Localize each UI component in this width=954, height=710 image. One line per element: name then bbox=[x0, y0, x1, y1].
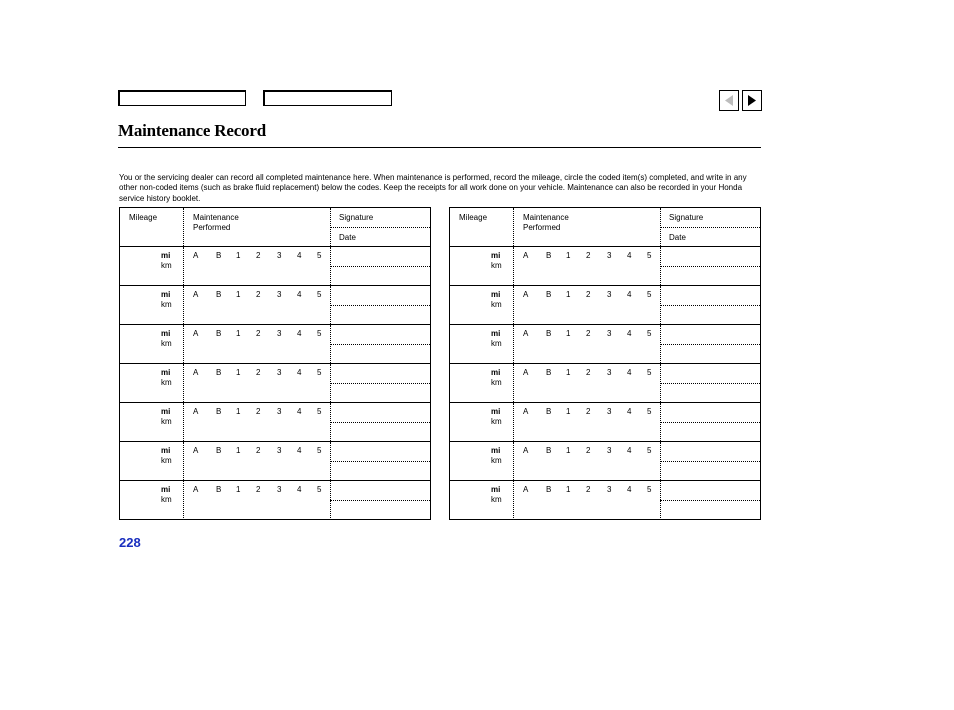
mileage-header: Mileage bbox=[459, 213, 488, 222]
record-row bbox=[450, 325, 760, 364]
date-field[interactable] bbox=[661, 384, 760, 402]
maintenance-code-2[interactable]: 2 bbox=[586, 290, 591, 299]
unit-km-label: km bbox=[491, 417, 502, 426]
maintenance-code-a[interactable]: A bbox=[193, 446, 199, 455]
mileage-entry-field[interactable] bbox=[120, 247, 183, 285]
maintenance-performed-header: Maintenance Performed bbox=[523, 213, 569, 232]
date-field[interactable] bbox=[661, 423, 760, 441]
date-field[interactable] bbox=[331, 306, 430, 324]
maintenance-code-4[interactable]: 4 bbox=[627, 407, 632, 416]
mileage-entry-field[interactable] bbox=[120, 325, 183, 363]
maintenance-code-3[interactable]: 3 bbox=[607, 290, 612, 299]
mileage-entry-field[interactable] bbox=[450, 364, 513, 402]
maintenance-code-a[interactable]: A bbox=[523, 290, 529, 299]
maintenance-code-5[interactable]: 5 bbox=[317, 251, 322, 260]
record-row bbox=[120, 247, 430, 286]
unit-mi-label: mi bbox=[161, 368, 171, 377]
maintenance-code-b[interactable]: B bbox=[216, 407, 222, 416]
maintenance-code-3[interactable]: 3 bbox=[607, 368, 612, 377]
maintenance-code-3[interactable]: 3 bbox=[607, 485, 612, 494]
maintenance-code-3[interactable]: 3 bbox=[607, 446, 612, 455]
signature-field[interactable] bbox=[661, 364, 760, 383]
maintenance-code-a[interactable]: A bbox=[523, 368, 529, 377]
unit-km-label: km bbox=[161, 495, 172, 504]
maintenance-code-2[interactable]: 2 bbox=[586, 368, 591, 377]
column-divider bbox=[183, 286, 184, 324]
maintenance-code-5[interactable]: 5 bbox=[317, 485, 322, 494]
maintenance-code-a[interactable]: A bbox=[193, 290, 199, 299]
maintenance-code-1[interactable]: 1 bbox=[236, 407, 241, 416]
maintenance-code-b[interactable]: B bbox=[546, 407, 552, 416]
maintenance-code-b[interactable]: B bbox=[546, 329, 552, 338]
maintenance-code-a[interactable]: A bbox=[523, 407, 529, 416]
signature-date-divider bbox=[330, 227, 430, 228]
maintenance-code-3[interactable]: 3 bbox=[277, 251, 282, 260]
maintenance-code-1[interactable]: 1 bbox=[566, 368, 571, 377]
maintenance-code-2[interactable]: 2 bbox=[256, 329, 261, 338]
unit-mi-label: mi bbox=[161, 407, 171, 416]
maintenance-code-b[interactable]: B bbox=[546, 368, 552, 377]
maintenance-code-2[interactable]: 2 bbox=[256, 290, 261, 299]
maintenance-code-1[interactable]: 1 bbox=[566, 329, 571, 338]
date-field[interactable] bbox=[331, 267, 430, 285]
next-page-button[interactable] bbox=[742, 90, 762, 111]
signature-field[interactable] bbox=[331, 325, 430, 344]
column-divider bbox=[183, 325, 184, 363]
maintenance-code-b[interactable]: B bbox=[216, 329, 222, 338]
maintenance-code-a[interactable]: A bbox=[523, 329, 529, 338]
maintenance-code-3[interactable]: 3 bbox=[277, 407, 282, 416]
column-divider bbox=[513, 286, 514, 324]
date-field[interactable] bbox=[331, 501, 430, 519]
maintenance-code-b[interactable]: B bbox=[216, 446, 222, 455]
nav-tab-1[interactable] bbox=[118, 90, 246, 106]
record-row bbox=[450, 364, 760, 403]
unit-km-label: km bbox=[161, 417, 172, 426]
mileage-entry-field[interactable] bbox=[450, 481, 513, 520]
column-divider bbox=[183, 481, 184, 520]
mileage-entry-field[interactable] bbox=[450, 403, 513, 441]
mileage-entry-field[interactable] bbox=[120, 364, 183, 402]
maintenance-code-1[interactable]: 1 bbox=[236, 446, 241, 455]
signature-field[interactable] bbox=[661, 325, 760, 344]
maintenance-code-5[interactable]: 5 bbox=[317, 407, 322, 416]
signature-field[interactable] bbox=[661, 247, 760, 266]
maintenance-code-3[interactable]: 3 bbox=[277, 485, 282, 494]
maintenance-code-3[interactable]: 3 bbox=[277, 446, 282, 455]
record-row bbox=[120, 442, 430, 481]
maintenance-code-5[interactable]: 5 bbox=[317, 290, 322, 299]
triangle-right-icon bbox=[747, 95, 757, 106]
unit-km-label: km bbox=[491, 339, 502, 348]
maintenance-code-4[interactable]: 4 bbox=[627, 251, 632, 260]
mileage-entry-field[interactable] bbox=[450, 325, 513, 363]
maintenance-code-b[interactable]: B bbox=[546, 446, 552, 455]
maintenance-code-4[interactable]: 4 bbox=[627, 290, 632, 299]
maintenance-code-4[interactable]: 4 bbox=[627, 485, 632, 494]
maintenance-code-1[interactable]: 1 bbox=[566, 251, 571, 260]
unit-km-label: km bbox=[491, 495, 502, 504]
column-divider bbox=[513, 325, 514, 363]
record-row bbox=[450, 247, 760, 286]
column-divider bbox=[183, 247, 184, 285]
unit-km-label: km bbox=[491, 300, 502, 309]
maintenance-code-1[interactable]: 1 bbox=[566, 407, 571, 416]
mileage-entry-field[interactable] bbox=[120, 481, 183, 520]
maintenance-code-a[interactable]: A bbox=[193, 407, 199, 416]
maintenance-code-5[interactable]: 5 bbox=[647, 446, 652, 455]
maintenance-code-2[interactable]: 2 bbox=[256, 446, 261, 455]
signature-header: Signature bbox=[669, 213, 704, 222]
maintenance-code-a[interactable]: A bbox=[193, 329, 199, 338]
maintenance-code-b[interactable]: B bbox=[546, 251, 552, 260]
column-divider bbox=[513, 247, 514, 285]
maintenance-code-4[interactable]: 4 bbox=[627, 368, 632, 377]
maintenance-code-3[interactable]: 3 bbox=[607, 407, 612, 416]
record-row bbox=[120, 403, 430, 442]
maintenance-code-5[interactable]: 5 bbox=[647, 485, 652, 494]
maintenance-table-right bbox=[449, 207, 761, 520]
column-divider bbox=[183, 403, 184, 441]
mileage-header: Mileage bbox=[129, 213, 158, 222]
maintenance-code-a[interactable]: A bbox=[523, 251, 529, 260]
mileage-entry-field[interactable] bbox=[450, 247, 513, 285]
maintenance-code-1[interactable]: 1 bbox=[236, 290, 241, 299]
column-divider bbox=[513, 403, 514, 441]
mileage-entry-field[interactable] bbox=[450, 442, 513, 480]
maintenance-performed-header: Maintenance Performed bbox=[193, 213, 239, 232]
column-divider bbox=[513, 364, 514, 402]
maintenance-code-b[interactable]: B bbox=[216, 251, 222, 260]
maintenance-code-1[interactable]: 1 bbox=[236, 251, 241, 260]
intro-paragraph: You or the servicing dealer can record all completed maintenance here. When maintenance is performed, record the mileage, circle the coded item(s) completed, and write in any other non-coded items (such as brake fluid replacement) below the codes. Keep the receipts for all work done on your vehicle. Maintenance can also be recorded in your Honda service history booklet. bbox=[119, 173, 747, 203]
unit-mi-label: mi bbox=[161, 251, 171, 260]
mileage-entry-field[interactable] bbox=[120, 442, 183, 480]
unit-mi-label: mi bbox=[491, 368, 501, 377]
maintenance-code-5[interactable]: 5 bbox=[647, 407, 652, 416]
unit-mi-label: mi bbox=[491, 251, 501, 260]
maintenance-code-4[interactable]: 4 bbox=[297, 290, 302, 299]
column-divider bbox=[513, 481, 514, 520]
signature-field[interactable] bbox=[331, 403, 430, 422]
unit-km-label: km bbox=[161, 261, 172, 270]
unit-mi-label: mi bbox=[491, 485, 501, 494]
maintenance-code-a[interactable]: A bbox=[523, 485, 529, 494]
title-divider bbox=[118, 147, 761, 148]
maintenance-code-3[interactable]: 3 bbox=[277, 290, 282, 299]
maintenance-code-4[interactable]: 4 bbox=[297, 251, 302, 260]
column-divider bbox=[183, 364, 184, 402]
maintenance-code-b[interactable]: B bbox=[546, 290, 552, 299]
signature-field[interactable] bbox=[661, 286, 760, 305]
table-header bbox=[120, 208, 430, 247]
maintenance-code-a[interactable]: A bbox=[193, 485, 199, 494]
maintenance-code-b[interactable]: B bbox=[216, 290, 222, 299]
signature-field[interactable] bbox=[331, 442, 430, 461]
maintenance-code-b[interactable]: B bbox=[546, 485, 552, 494]
signature-field[interactable] bbox=[331, 286, 430, 305]
date-field[interactable] bbox=[661, 501, 760, 519]
unit-mi-label: mi bbox=[491, 407, 501, 416]
unit-km-label: km bbox=[161, 456, 172, 465]
column-divider bbox=[513, 208, 514, 246]
maintenance-code-4[interactable]: 4 bbox=[297, 407, 302, 416]
maintenance-code-4[interactable]: 4 bbox=[627, 446, 632, 455]
maintenance-code-2[interactable]: 2 bbox=[586, 485, 591, 494]
mileage-entry-field[interactable] bbox=[120, 286, 183, 324]
table-header bbox=[450, 208, 760, 247]
date-header: Date bbox=[669, 233, 686, 242]
record-row bbox=[450, 481, 760, 520]
maintenance-code-5[interactable]: 5 bbox=[317, 329, 322, 338]
page-title: Maintenance Record bbox=[118, 121, 266, 140]
date-field[interactable] bbox=[661, 267, 760, 285]
record-row bbox=[450, 286, 760, 325]
unit-mi-label: mi bbox=[161, 446, 171, 455]
maintenance-code-2[interactable]: 2 bbox=[586, 329, 591, 338]
signature-field[interactable] bbox=[331, 481, 430, 500]
date-field[interactable] bbox=[661, 345, 760, 363]
previous-page-button[interactable] bbox=[719, 90, 739, 111]
maintenance-code-a[interactable]: A bbox=[193, 251, 199, 260]
signature-field[interactable] bbox=[331, 247, 430, 266]
record-row bbox=[120, 364, 430, 403]
date-field[interactable] bbox=[331, 462, 430, 480]
unit-km-label: km bbox=[161, 300, 172, 309]
mileage-entry-field[interactable] bbox=[450, 286, 513, 324]
record-row bbox=[120, 325, 430, 364]
maintenance-code-5[interactable]: 5 bbox=[647, 290, 652, 299]
maintenance-table-left bbox=[119, 207, 431, 520]
maintenance-code-3[interactable]: 3 bbox=[607, 251, 612, 260]
unit-mi-label: mi bbox=[491, 446, 501, 455]
maintenance-code-2[interactable]: 2 bbox=[256, 368, 261, 377]
maintenance-code-2[interactable]: 2 bbox=[586, 251, 591, 260]
maintenance-code-1[interactable]: 1 bbox=[236, 368, 241, 377]
maintenance-code-b[interactable]: B bbox=[216, 368, 222, 377]
maintenance-code-4[interactable]: 4 bbox=[297, 446, 302, 455]
unit-mi-label: mi bbox=[161, 290, 171, 299]
maintenance-code-4[interactable]: 4 bbox=[627, 329, 632, 338]
unit-km-label: km bbox=[161, 378, 172, 387]
maintenance-code-3[interactable]: 3 bbox=[277, 329, 282, 338]
signature-header: Signature bbox=[339, 213, 374, 222]
mileage-entry-field[interactable] bbox=[120, 403, 183, 441]
date-header: Date bbox=[339, 233, 356, 242]
signature-field[interactable] bbox=[331, 364, 430, 383]
page-number: 228 bbox=[119, 535, 141, 550]
maintenance-code-4[interactable]: 4 bbox=[297, 329, 302, 338]
record-row bbox=[450, 442, 760, 481]
date-field[interactable] bbox=[331, 423, 430, 441]
record-row bbox=[450, 403, 760, 442]
nav-tab-2[interactable] bbox=[263, 90, 392, 106]
column-divider bbox=[513, 442, 514, 480]
maintenance-code-2[interactable]: 2 bbox=[586, 407, 591, 416]
unit-mi-label: mi bbox=[491, 290, 501, 299]
triangle-left-icon bbox=[724, 95, 734, 106]
maintenance-code-a[interactable]: A bbox=[523, 446, 529, 455]
maintenance-code-2[interactable]: 2 bbox=[256, 251, 261, 260]
signature-date-divider bbox=[660, 227, 760, 228]
date-field[interactable] bbox=[331, 384, 430, 402]
maintenance-code-5[interactable]: 5 bbox=[647, 368, 652, 377]
maintenance-code-2[interactable]: 2 bbox=[256, 485, 261, 494]
maintenance-code-5[interactable]: 5 bbox=[317, 446, 322, 455]
maintenance-code-3[interactable]: 3 bbox=[277, 368, 282, 377]
maintenance-code-1[interactable]: 1 bbox=[566, 290, 571, 299]
unit-km-label: km bbox=[491, 378, 502, 387]
maintenance-code-1[interactable]: 1 bbox=[566, 446, 571, 455]
column-divider bbox=[183, 442, 184, 480]
maintenance-code-4[interactable]: 4 bbox=[297, 368, 302, 377]
record-row bbox=[120, 481, 430, 520]
signature-field[interactable] bbox=[661, 442, 760, 461]
maintenance-code-3[interactable]: 3 bbox=[607, 329, 612, 338]
maintenance-code-a[interactable]: A bbox=[193, 368, 199, 377]
date-field[interactable] bbox=[661, 462, 760, 480]
maintenance-code-b[interactable]: B bbox=[216, 485, 222, 494]
date-field[interactable] bbox=[331, 345, 430, 363]
unit-mi-label: mi bbox=[161, 329, 171, 338]
maintenance-code-2[interactable]: 2 bbox=[586, 446, 591, 455]
maintenance-code-1[interactable]: 1 bbox=[236, 485, 241, 494]
maintenance-code-5[interactable]: 5 bbox=[317, 368, 322, 377]
unit-km-label: km bbox=[161, 339, 172, 348]
unit-km-label: km bbox=[491, 261, 502, 270]
maintenance-code-5[interactable]: 5 bbox=[647, 251, 652, 260]
unit-mi-label: mi bbox=[491, 329, 501, 338]
signature-field[interactable] bbox=[661, 403, 760, 422]
maintenance-code-4[interactable]: 4 bbox=[297, 485, 302, 494]
date-field[interactable] bbox=[661, 306, 760, 324]
maintenance-code-1[interactable]: 1 bbox=[236, 329, 241, 338]
record-row bbox=[120, 286, 430, 325]
maintenance-code-1[interactable]: 1 bbox=[566, 485, 571, 494]
maintenance-code-5[interactable]: 5 bbox=[647, 329, 652, 338]
signature-field[interactable] bbox=[661, 481, 760, 500]
column-divider bbox=[183, 208, 184, 246]
unit-mi-label: mi bbox=[161, 485, 171, 494]
maintenance-code-2[interactable]: 2 bbox=[256, 407, 261, 416]
unit-km-label: km bbox=[491, 456, 502, 465]
